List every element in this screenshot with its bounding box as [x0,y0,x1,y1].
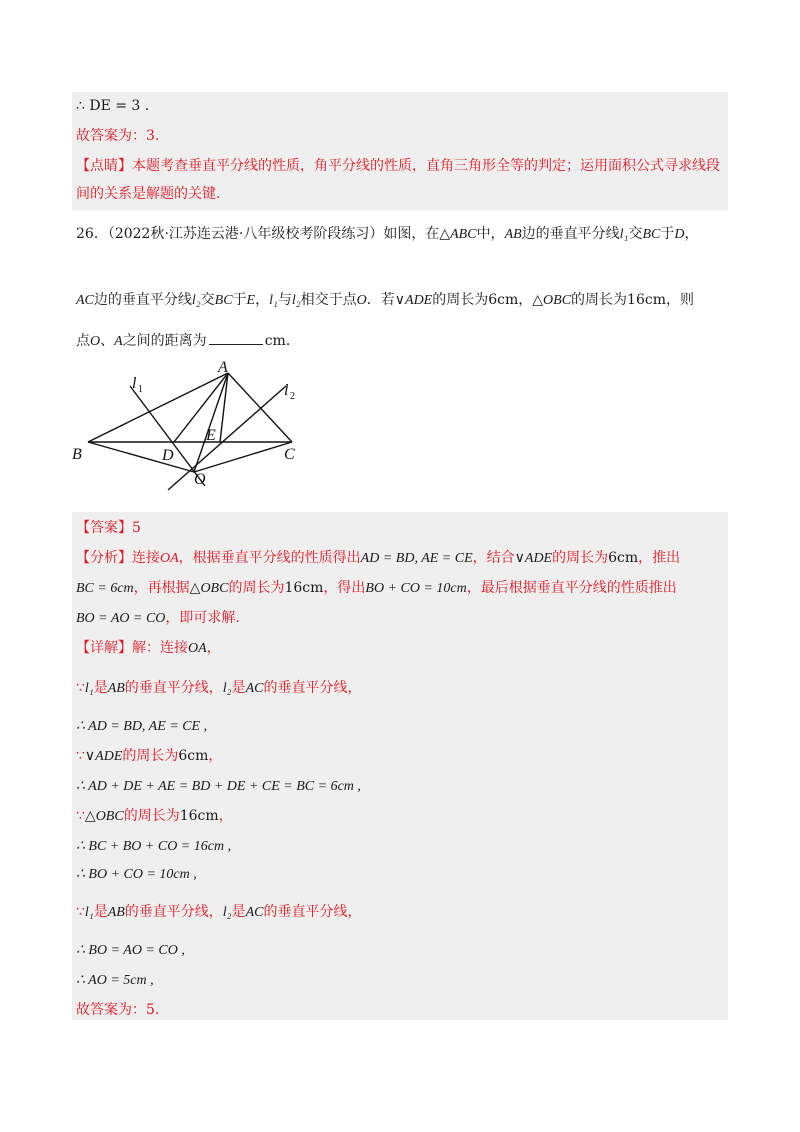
label-A: A [218,359,228,376]
detail-line-8: ∴ BO + CO = 10cm , [76,867,197,882]
detail-line-2: ∵l₁是AB的垂直平分线，l₂是AC的垂直平分线， [76,680,362,696]
segment-OC [194,442,292,472]
line-l2 [168,386,286,490]
analysis-line-2: BC = 6cm，再根据△OBC的周长为16cm，得出BO + CO = 10cm，最后根据垂直平分线的性质推出 [76,580,677,596]
detail-line-4: ∵∨ADE的周长为6cm， [76,748,223,764]
label-l2: l [284,382,289,399]
answer-line: 【答案】5 [76,520,141,536]
geometry-figure [70,358,320,498]
analysis-line-1: 【分析】连接OA，根据垂直平分线的性质得出AD = BD, AE = CE，结合∨ADE的周长为6cm，推出 [76,550,681,566]
question-line-3: 点O、A之间的距离为 cm. [76,330,290,352]
label-D: D [162,447,174,464]
detail-line-3: ∴ AD = BD, AE = CE , [76,719,208,734]
detail-line-5: ∴ AD + DE + AE = BD + DE + CE = BC = 6cm , [76,779,361,794]
label-l1-sub: 1 [138,384,143,395]
segment-OB [88,442,194,472]
segment-AD [174,373,228,442]
label-B: B [72,446,82,463]
label-l1: l [132,375,137,392]
prev-line-4: 间的关系是解题的关键. [76,186,221,202]
question-line-2: AC边的垂直平分线l₂交BC于E，l₁与l₂相交于点O．若∨ADE的周长为6cm，△OBC的周长为16cm，则 [76,292,694,308]
prev-line-3: 【点睛】本题考查垂直平分线的性质，角平分线的性质，直角三角形全等的判定；运用面积公式寻求线段 [76,158,720,174]
analysis-line-3: BO = AO = CO，即可求解. [76,610,240,626]
detail-line-7: ∴ BC + BO + CO = 16cm , [76,839,232,854]
detail-line-9: ∵l₁是AB的垂直平分线，l₂是AC的垂直平分线， [76,904,362,920]
segment-AC [228,373,292,442]
label-O: O [194,471,206,488]
prev-line-1: ∴ DE = 3 . [76,98,150,114]
detail-line-11: ∴ AO = 5cm , [76,973,154,988]
detail-line-6: ∵△OBC的周长为16cm， [76,808,233,824]
detail-line-10: ∴ BO = AO = CO , [76,943,185,958]
prev-line-2: 故答案为：3. [76,128,160,144]
label-l2-sub: 2 [290,391,295,402]
answer-blank [209,330,263,345]
label-C: C [284,446,295,463]
detail-line-1: 【详解】解：连接OA， [76,640,221,656]
final-answer-line: 故答案为：5. [76,1002,160,1018]
label-E: E [206,427,216,444]
question-line-1: 26．（2022秋·江苏连云港·八年级校考阶段练习）如图，在△ABC中，AB边的垂直平分线l₁交BC于D， [76,226,699,242]
